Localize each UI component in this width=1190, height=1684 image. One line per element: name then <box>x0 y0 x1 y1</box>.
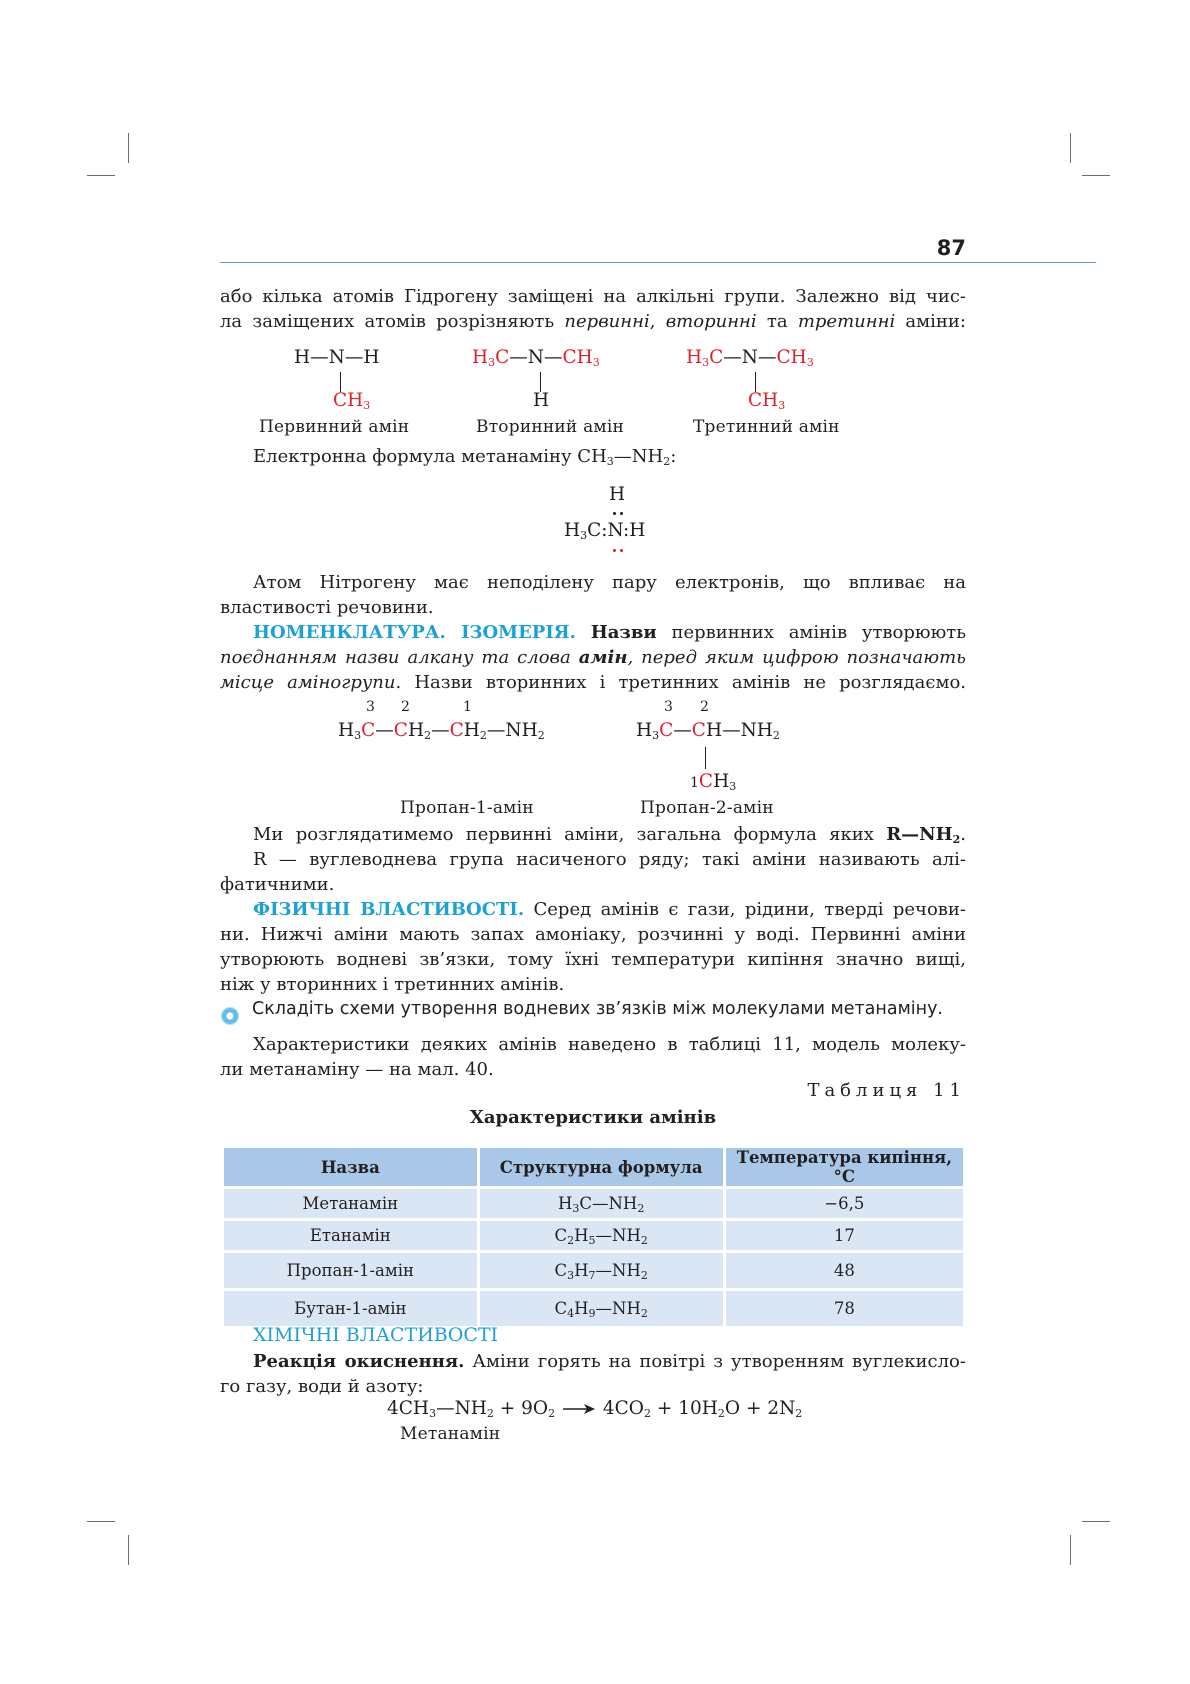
tertiary-amine-top: $H_3C—N—CH_3$ <box>686 347 814 369</box>
carbon-number: 1 <box>463 699 472 715</box>
primary-amine-ch3: $CH_3$ <box>333 390 371 412</box>
propan-2-amine-chain: $H_3C—CH—NH_2$ <box>636 720 780 742</box>
task-bullet-icon <box>222 1008 238 1024</box>
physical-line-2: ни. Нижчі аміни мають запах амоніаку, розчинні у воді. Первинні аміни <box>220 924 966 945</box>
table-cell-name: Пропан-1-амін <box>224 1253 477 1291</box>
table-cell-bp: −6,5 <box>726 1189 963 1221</box>
amines-table <box>221 1148 966 1329</box>
bond-line <box>705 747 706 769</box>
equation-caption: Метанамін <box>400 1424 501 1444</box>
table-ref-line-2: ли метанаміну — на мал. 40. <box>220 1059 494 1080</box>
electronic-middle: $H_3C:N:H$ <box>564 520 646 542</box>
table-header-cell: Температура кипіння, °С <box>726 1148 963 1189</box>
intro-line-2: ла заміщених атомів розрізняють первинні, вторинні та третинні аміни: <box>220 311 966 332</box>
table-cell-name: Етанамін <box>224 1221 477 1253</box>
nomenclature-heading: НОМЕНКЛАТУРА. ІЗОМЕРІЯ. <box>253 622 576 643</box>
caption-propan-2-amine: Пропан-2-амін <box>640 798 774 818</box>
caption-tertiary-amine: Третинний амін <box>693 417 840 437</box>
physical-line-1: ФІЗИЧНІ ВЛАСТИВОСТІ. Серед амінів є гази, рідини, тверді речови- <box>253 899 966 920</box>
electron-dot <box>613 512 616 515</box>
crop-mark <box>87 175 115 176</box>
lone-pair-dot <box>620 549 623 552</box>
table-title: Характеристики амінів <box>469 1107 717 1128</box>
crop-mark <box>128 1535 129 1565</box>
chemical-heading: ХІМІЧНІ ВЛАСТИВОСТІ <box>253 1324 499 1346</box>
table-cell-name: Метанамін <box>224 1189 477 1221</box>
electron-dot <box>620 512 623 515</box>
propan-2-amine-branch: $1CH_3$ <box>690 771 737 793</box>
crop-mark <box>87 1521 115 1522</box>
bond-line <box>540 372 541 392</box>
carbon-number: 2 <box>401 699 410 715</box>
chemical-line-2: го газу, води й азоту: <box>220 1376 424 1397</box>
lone-pair-dot <box>613 549 616 552</box>
tertiary-amine-ch3: $CH_3$ <box>748 390 786 412</box>
table-header-row <box>224 1148 963 1189</box>
caption-secondary-amine: Вторинний амін <box>476 417 624 437</box>
table-cell-bp: 48 <box>726 1253 963 1291</box>
general-line-3: фатичними. <box>220 874 335 895</box>
task-text: Складіть схеми утворення водневих зв’язків між молекулами метанаміну. <box>252 999 943 1019</box>
table-header-cell: Структурна формула <box>480 1148 723 1189</box>
table-cell-formula: $C_4H_9—NH_2$ <box>480 1291 723 1329</box>
crop-mark <box>1082 1521 1110 1522</box>
page-number: 87 <box>936 236 966 260</box>
propan-1-amine-chain: $H_3C—CH_2—CH_2—NH_2$ <box>338 720 545 742</box>
table-header-cell: Назва <box>224 1148 477 1189</box>
bond-line <box>755 372 756 392</box>
general-line-1: Ми розглядатимемо первинні аміни, загальна формула яких $R—NH_2$. <box>253 824 966 846</box>
carbon-number: 3 <box>366 699 375 715</box>
carbon-number: 2 <box>700 699 709 715</box>
electronic-top-h: H <box>609 484 626 505</box>
reaction-arrow-icon <box>562 1403 596 1415</box>
nomenclature-line-1: НОМЕНКЛАТУРА. ІЗОМЕРІЯ. Назви первинних амінів утворюють <box>253 622 966 643</box>
crop-mark <box>1070 133 1071 163</box>
nomenclature-line-2: поєднанням назви алкану та слова амін, перед яким цифрою позначають <box>220 647 966 668</box>
crop-mark <box>128 133 129 163</box>
table-cell-bp: 78 <box>726 1291 963 1329</box>
chemical-line-1: Реакція окиснення. Аміни горять на повітрі з утворенням вуглекисло- <box>253 1351 966 1372</box>
table-row <box>224 1253 963 1291</box>
secondary-amine-h: H <box>533 390 550 411</box>
general-line-2: R — вуглеводнева група насиченого ряду; такі аміни називають алі- <box>253 849 966 870</box>
table-label: Таблиця 11 <box>807 1080 966 1101</box>
crop-mark <box>1082 175 1110 176</box>
caption-primary-amine: Первинний амін <box>259 417 410 437</box>
crop-mark <box>1070 1535 1071 1565</box>
carbon-number: 3 <box>664 699 673 715</box>
table-cell-name: Бутан-1-амін <box>224 1291 477 1329</box>
primary-amine-top: H—N—H <box>294 347 380 368</box>
caption-propan-1-amine: Пропан-1-амін <box>400 798 534 818</box>
physical-heading: ФІЗИЧНІ ВЛАСТИВОСТІ. <box>253 899 525 920</box>
nomenclature-line-3: місце аміногрупи. Назви вторинних і третинних амінів не розглядаємо. <box>220 672 967 693</box>
physical-line-3: утворюють водневі зв’язки, тому їхні температури кипіння значно вищі, <box>220 949 966 970</box>
table-cell-formula: $H_3C—NH_2$ <box>480 1189 723 1221</box>
physical-line-4: ніж у вторинних і третинних амінів. <box>220 974 565 995</box>
secondary-amine-top: $H_3C—N—CH_3$ <box>472 347 600 369</box>
table-cell-formula: $C_3H_7—NH_2$ <box>480 1253 723 1291</box>
intro-line-1: або кілька атомів Гідрогену заміщені на алкільні групи. Залежно від чис- <box>220 286 966 307</box>
table-cell-formula: $C_2H_5—NH_2$ <box>480 1221 723 1253</box>
nitrogen-pair-line-1: Атом Нітрогену має неподілену пару електронів, що впливає на <box>253 572 966 593</box>
header-rule <box>220 262 1096 263</box>
table-row <box>224 1189 963 1221</box>
table-cell-bp: 17 <box>726 1221 963 1253</box>
nitrogen-pair-line-2: властивості речовини. <box>220 597 434 618</box>
bond-line <box>340 372 341 392</box>
table-row <box>224 1221 963 1253</box>
electronic-formula-intro: Електронна формула метанаміну $CH_3—NH_2$: <box>253 446 677 468</box>
combustion-equation: $4CH_3—NH_2 + 9O_2$ $4CO_2 + 10H_2O + 2N_2$ <box>387 1398 803 1420</box>
table-ref-line-1: Характеристики деяких амінів наведено в таблиці 11, модель молеку- <box>253 1034 966 1055</box>
